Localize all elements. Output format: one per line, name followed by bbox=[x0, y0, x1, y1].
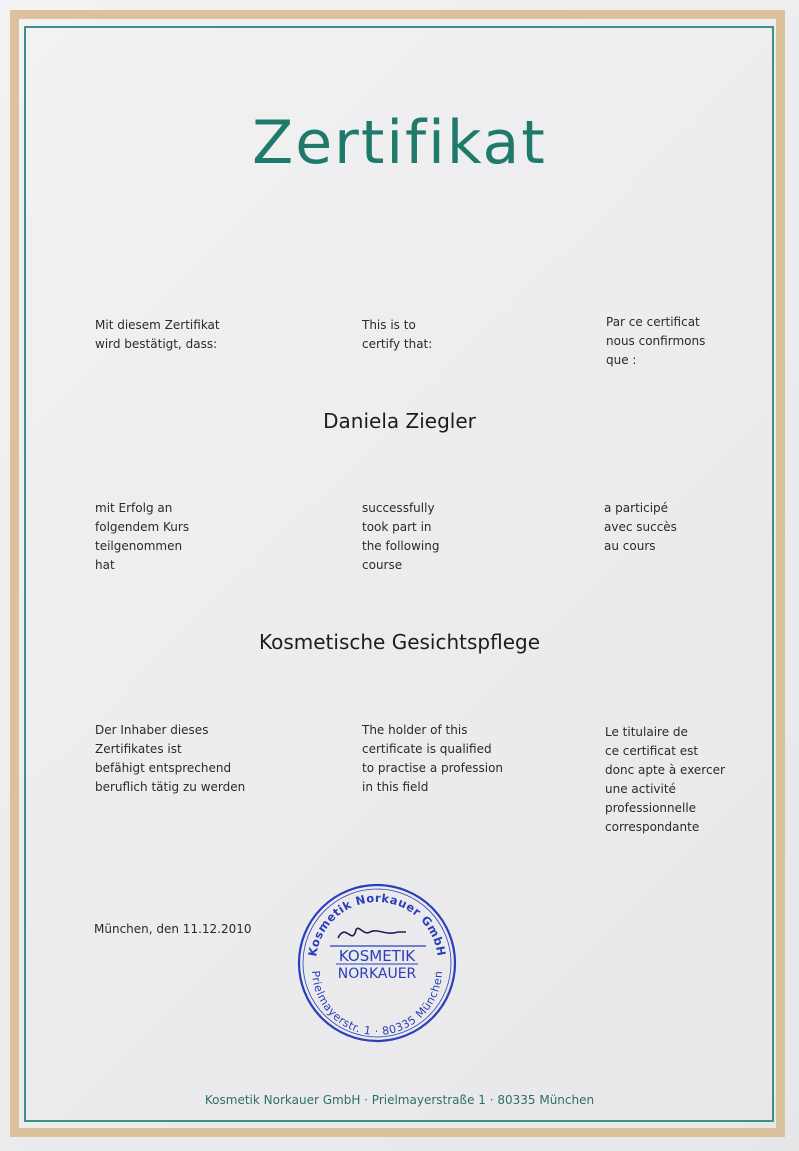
recipient-name: Daniela Ziegler bbox=[323, 409, 476, 433]
qualification-english: The holder of this certificate is qualified to practise a profession in this field bbox=[362, 723, 504, 794]
stamp-ring-top-text: Kosmetik Norkauer GmbH bbox=[305, 890, 449, 958]
stamp-line-1: KOSMETIK bbox=[338, 947, 416, 965]
place-and-date: München, den 11.12.2010 bbox=[94, 922, 252, 936]
stamp-line-2: NORKAUER bbox=[337, 966, 417, 982]
participation-english: successfully took part in the following course bbox=[362, 501, 440, 572]
intro-english: This is to certify that: bbox=[362, 318, 433, 351]
qualification-french: Le titulaire de ce certificat est donc apte à exercer une activité professionnelle correspondante bbox=[605, 725, 725, 834]
intro-german: Mit diesem Zertifikat wird bestätigt, dass: bbox=[95, 318, 220, 351]
company-footer: Kosmetik Norkauer GmbH · Prielmayerstraße 1 · 80335 München bbox=[204, 1093, 595, 1107]
participation-french: a participé avec succès au cours bbox=[604, 501, 677, 553]
qualification-german: Der Inhaber dieses Zertifikates ist befähigt entsprechend beruflich tätig zu werden bbox=[95, 723, 246, 794]
course-name: Kosmetische Gesichtspflege bbox=[258, 630, 541, 654]
intro-french: Par ce certificat nous confirmons que : bbox=[606, 315, 706, 367]
stamp-ring-bottom-text: Prielmayerstr. 1 · 80335 München bbox=[308, 970, 446, 1039]
certificate-title: Zertifikat bbox=[252, 108, 547, 178]
participation-german: mit Erfolg an folgendem Kurs teilgenommen hat bbox=[95, 501, 190, 572]
company-stamp bbox=[294, 880, 460, 1046]
signature-scribble bbox=[338, 928, 406, 938]
stamp-graphic bbox=[294, 880, 460, 1046]
